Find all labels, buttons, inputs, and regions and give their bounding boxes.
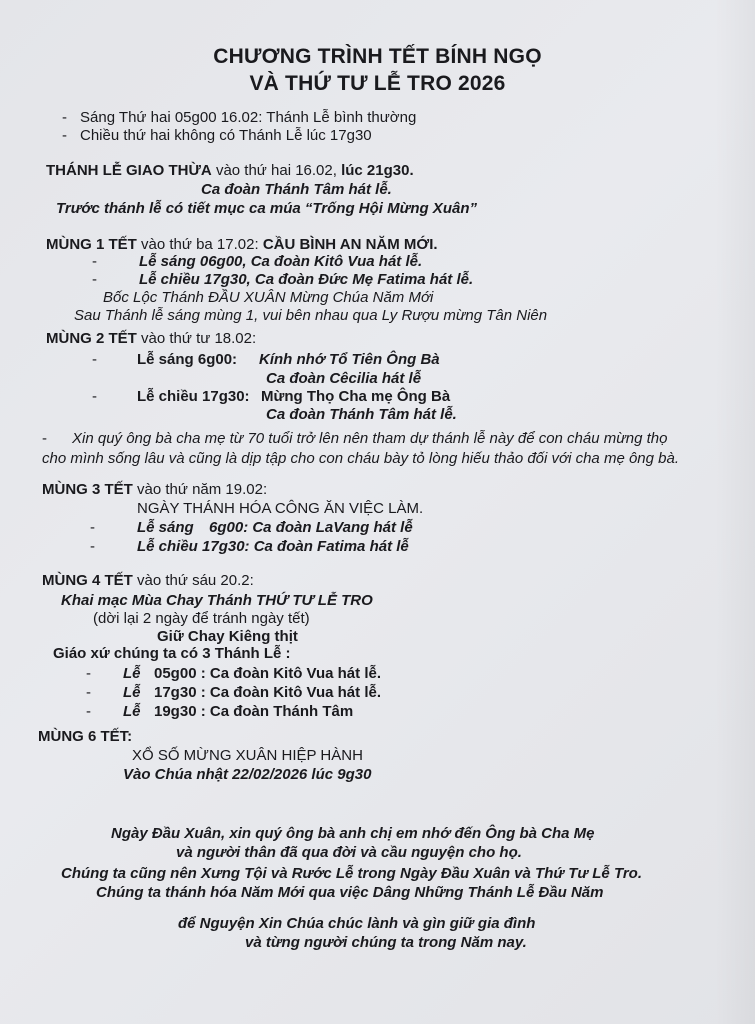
mung4-bullet-1: - <box>86 665 91 682</box>
mung4-item-2a: Lễ <box>123 684 141 701</box>
giao-thua-choir: Ca đoàn Thánh Tâm hát lễ. <box>201 181 392 198</box>
closing-line-1: Ngày Đầu Xuân, xin quý ông bà anh chị em nhớ đến Ông bà Cha Mẹ <box>111 825 595 842</box>
mung3-bullet-1: - <box>90 519 95 536</box>
closing-line-2: và người thân đã qua đời và cầu nguyện cho họ. <box>176 844 522 861</box>
title-line-1: CHƯƠNG TRÌNH TẾT BÍNH NGỌ <box>213 45 542 68</box>
mung4-item-2b: 17g30 : Ca đoàn Kitô Vua hát lễ. <box>154 684 381 701</box>
mung4-mid: vào thứ sáu 20.2: <box>132 572 254 589</box>
mung4-bullet-3: - <box>86 703 91 720</box>
mung1-note-2: Sau Thánh lễ sáng mùng 1, vui bên nhau qua Ly Rượu mừng Tân Niên <box>74 307 548 324</box>
intro-bullet-1: - <box>62 109 67 126</box>
mung1-note-1: Bốc Lộc Thánh ĐẦU XUÂN Mừng Chúa Năm Mới <box>103 289 434 306</box>
mung1-bullet-2: - <box>92 271 97 288</box>
mung1-heading <box>46 236 438 254</box>
mung3-heading <box>42 481 267 499</box>
mung3-mid: vào thứ năm 19.02: <box>132 481 268 498</box>
mung4-item-3b: 19g30 : Ca đoàn Thánh Tâm <box>154 703 354 720</box>
closing-line-4: Chúng ta thánh hóa Năm Mới qua việc Dâng Những Thánh Lễ Đầu Năm <box>96 884 604 901</box>
mung4-item-3a: Lễ <box>123 703 141 720</box>
mung3-bullet-2: - <box>90 538 95 555</box>
mung3-item-1a: Lễ sáng <box>137 519 194 536</box>
giao-thua-heading <box>46 162 414 180</box>
mung1-bullet-1: - <box>92 253 97 270</box>
mung4-line-3: Giữ Chay Kiêng thịt <box>157 628 298 645</box>
mung2-note-1: Xin quý ông bà cha mẹ từ 70 tuổi trở lên nên tham dự thánh lễ này để con cháu mừng thọ <box>72 430 668 447</box>
giao-thua-time: lúc 21g30. <box>341 162 414 179</box>
mung4-line-4: Giáo xứ chúng ta có 3 Thánh Lễ : <box>53 645 291 662</box>
mung3-head: MÙNG 3 TẾT <box>42 481 133 498</box>
mung2-item-1-choir: Ca đoàn Cêcilia hát lễ <box>266 370 422 387</box>
giao-thua-mid: vào thứ hai 16.02, <box>211 162 342 179</box>
mung2-item-1-label: Lễ sáng 6g00: <box>137 351 238 368</box>
mung4-heading <box>42 572 254 590</box>
mung4-line-1: Khai mạc Mùa Chay Thánh THỨ TƯ LỄ TRO <box>61 592 373 609</box>
mung2-note-2: cho mình sống lâu và cũng là dịp tập cho con cháu bày tỏ lòng hiếu thảo đối với cha mẹ ông bà. <box>42 450 679 467</box>
mung4-line-2: (dời lại 2 ngày để tránh ngày tết) <box>93 610 310 627</box>
mung4-bullet-2: - <box>86 684 91 701</box>
mung1-mid: vào thứ ba 17.02: <box>136 236 263 253</box>
mung2-mid: vào thứ tư 18.02: <box>136 330 257 347</box>
mung4-item-1a: Lễ <box>123 665 141 682</box>
closing-line-3: Chúng ta cũng nên Xưng Tội và Rước Lễ trong Ngày Đầu Xuân và Thứ Tư Lễ Tro. <box>61 865 643 882</box>
mung1-item-2: Lễ chiều 17g30, Ca đoàn Đức Mẹ Fatima hát lễ. <box>139 271 474 288</box>
mung2-bullet-2: - <box>92 388 97 405</box>
page-shadow <box>715 0 755 1024</box>
mung2-note-bullet: - <box>42 430 47 447</box>
mung2-bullet-1: - <box>92 351 97 368</box>
intro-bullet-2: - <box>62 127 67 144</box>
mung1-head: MÙNG 1 TẾT <box>46 236 137 253</box>
mung2-item-2-choir: Ca đoàn Thánh Tâm hát lễ. <box>266 406 457 423</box>
mung2-head: MÙNG 2 TẾT <box>46 330 137 347</box>
closing-line-6: và từng người chúng ta trong Năm nay. <box>245 934 527 951</box>
mung6-line-2: Vào Chúa nhật 22/02/2026 lúc 9g30 <box>123 766 372 783</box>
mung6-line-1: XỔ SỐ MỪNG XUÂN HIỆP HÀNH <box>132 747 363 764</box>
mung1-tail: CẦU BÌNH AN NĂM MỚI. <box>262 236 438 253</box>
mung2-item-1-text: Kính nhớ Tổ Tiên Ông Bà <box>259 351 440 368</box>
title-line-2: VÀ THỨ TƯ LỄ TRO 2026 <box>249 72 506 95</box>
mung4-item-1b: 05g00 : Ca đoàn Kitô Vua hát lễ. <box>154 665 381 682</box>
intro-item-2: Chiều thứ hai không có Thánh Lễ lúc 17g30 <box>80 127 372 144</box>
mung2-item-2-text: Mừng Thọ Cha mẹ Ông Bà <box>261 388 451 405</box>
mung6-heading: MÙNG 6 TẾT: <box>38 728 133 745</box>
closing-line-5: để Nguyện Xin Chúa chúc lành và gìn giữ gia đình <box>178 915 536 932</box>
mung2-heading <box>46 330 256 348</box>
mung4-head: MÙNG 4 TẾT <box>42 572 133 589</box>
giao-thua-note: Trước thánh lễ có tiết mục ca múa “Trống Hội Mừng Xuân” <box>56 200 477 217</box>
mung2-item-2-label: Lễ chiều 17g30: <box>137 388 250 405</box>
mung3-item-2: Lễ chiều 17g30: Ca đoàn Fatima hát lễ <box>137 538 409 555</box>
mung3-theme: NGÀY THÁNH HÓA CÔNG ĂN VIỆC LÀM. <box>137 500 424 517</box>
intro-item-1: Sáng Thứ hai 05g00 16.02: Thánh Lễ bình thường <box>80 109 417 126</box>
mung3-item-1b: 6g00: Ca đoàn LaVang hát lễ <box>209 519 413 536</box>
mung1-item-1: Lễ sáng 06g00, Ca đoàn Kitô Vua hát lễ. <box>139 253 423 270</box>
giao-thua-head: THÁNH LỄ GIAO THỪA <box>46 162 212 179</box>
